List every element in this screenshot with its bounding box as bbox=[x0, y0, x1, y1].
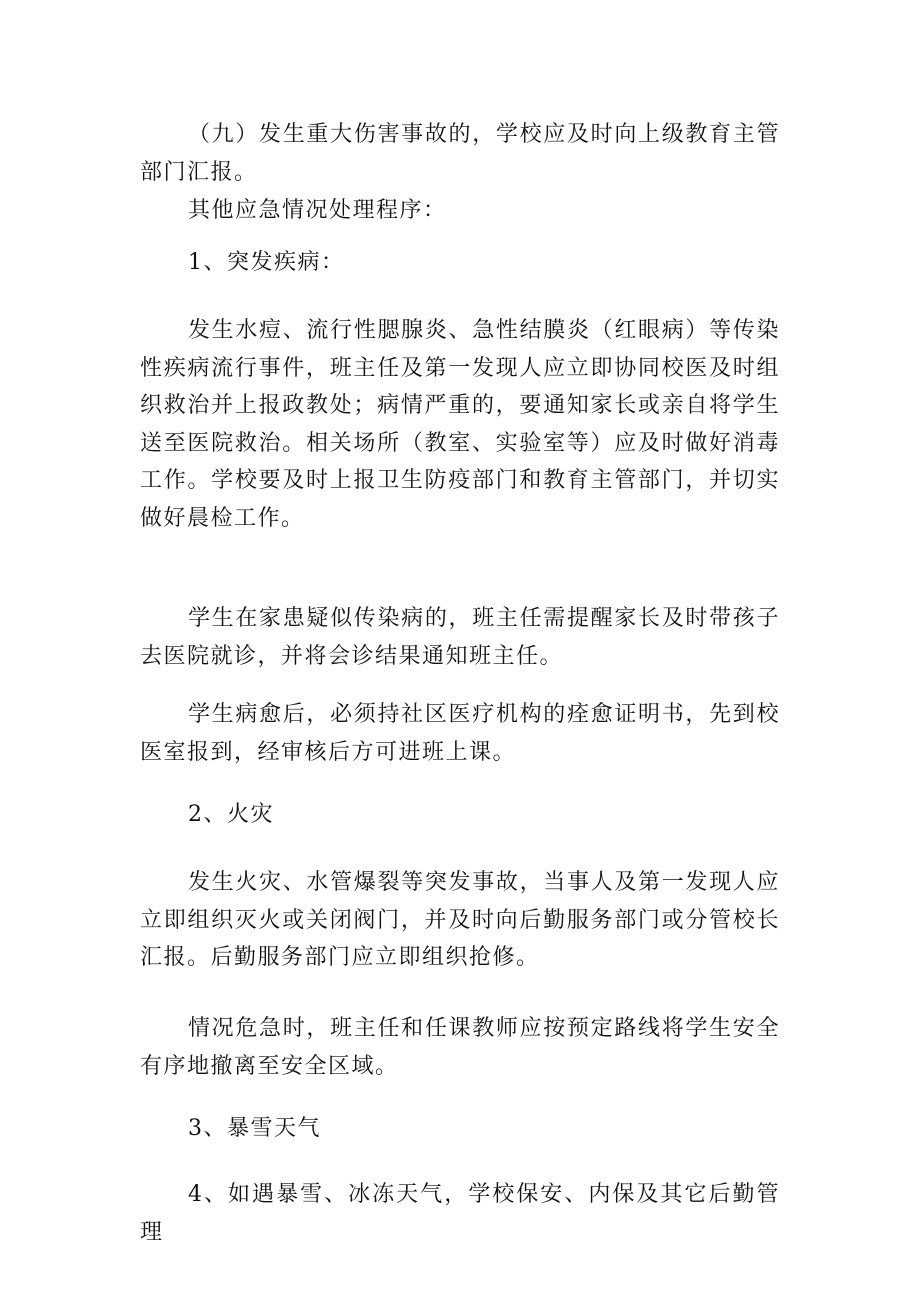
paragraph-other-emergency-heading: 其他应急情况处理程序： bbox=[188, 198, 447, 223]
paragraph-evacuation: 情况危急时，班主任和任课教师应按预定路线将学生安全有序地撤离至安全区域。 bbox=[140, 1016, 780, 1079]
heading-sudden-illness: 1、突发疾病： bbox=[188, 250, 345, 275]
paragraph-snowstorm-measures: 4、如遇暴雪、冰冻天气，学校保安、内保及其它后勤管理 bbox=[140, 1182, 780, 1245]
heading-snowstorm: 3、暴雪天气 bbox=[188, 1116, 321, 1141]
paragraph-fire-accident: 发生火灾、水管爆裂等突发事故，当事人及第一发现人应立即组织灭火或关闭阀门，并及时向后勤服务部门或分管校长汇报。后勤服务部门应立即组织抢修。 bbox=[140, 870, 780, 970]
paragraph-infectious-disease: 发生水痘、流行性腮腺炎、急性结膜炎（红眼病）等传染性疾病流行事件，班主任及第一发现人应立即协同校医及时组织救治并上报政教处；病情严重的，要通知家长或亲自将学生送至医院救治。相关场所（教室、实验室等）应及时做好消毒工作。学校要及时上报卫生防疫部门和教育主管部门，并切实做好晨检工作。 bbox=[140, 318, 780, 531]
heading-fire: 2、火灾 bbox=[188, 802, 274, 827]
paragraph-recovery-certificate: 学生病愈后，必须持社区医疗机构的痊愈证明书，先到校医室报到，经审核后方可进班上课。 bbox=[140, 702, 780, 765]
paragraph-major-injury-report: （九）发生重大伤害事故的，学校应及时向上级教育主管部门汇报。 bbox=[140, 122, 780, 185]
paragraph-home-suspected-case: 学生在家患疑似传染病的，班主任需提醒家长及时带孩子去医院就诊，并将会诊结果通知班主任。 bbox=[140, 606, 780, 669]
